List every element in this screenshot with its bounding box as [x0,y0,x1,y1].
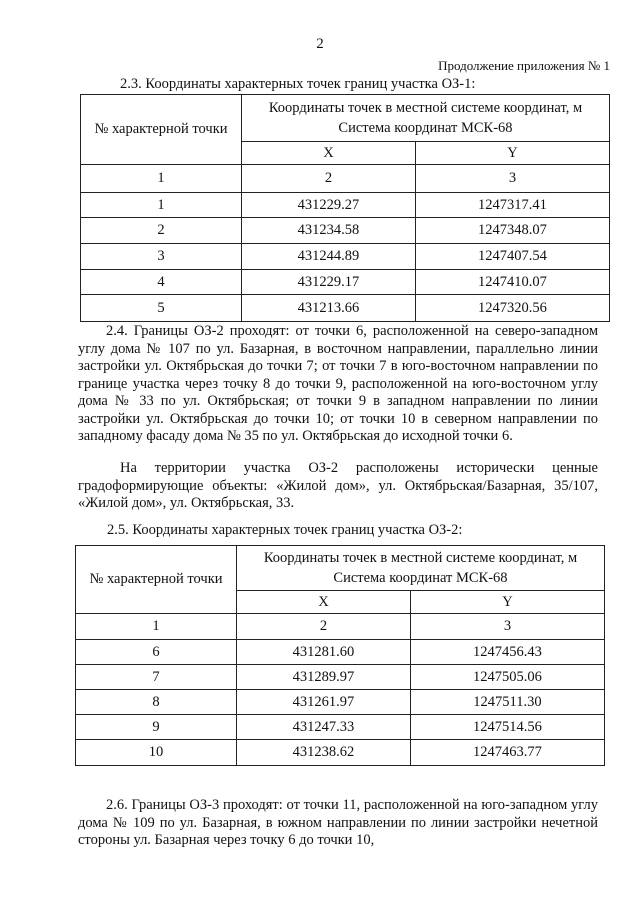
x-coordinate-cell: 431229.27 [242,193,416,218]
table-row [81,193,610,218]
index-cell: 1 [81,165,242,193]
y-coordinate-cell: 1247410.07 [415,270,609,295]
coordinates-header-line2: Система координат МСК-68 [333,570,508,586]
column-header-y: Y [415,142,609,165]
coordinates-header-line1: Координаты точек в местной системе координат, м [263,550,578,566]
x-coordinate-cell: 431247.33 [237,715,411,740]
point-number-cell: 6 [76,640,237,665]
index-cell: 1 [76,614,237,640]
coordinates-table-oz1 [80,94,610,322]
table-header-row [81,95,610,142]
y-coordinate-cell: 1247505.06 [410,665,604,690]
point-number-cell: 1 [81,193,242,218]
paragraph-historic-objects: На территории участка ОЗ-2 расположены исторически ценные градоформирующие объекты: «Жилой дом», ул. Октябрьская/Базарная, 35/107, «Жилой дом», ул. Октябрьская, 33. [78,460,598,511]
point-number-cell: 9 [76,715,237,740]
column-index-row [81,165,610,193]
column-header-x: X [242,142,416,165]
table-row [76,715,605,740]
y-coordinate-cell: 1247511.30 [410,690,604,715]
index-cell: 2 [242,165,416,193]
paragraph-2-4: 2.4. Границы ОЗ-2 проходят: от точки 6, расположенной на северо-западном углу дома № 107 по ул. Базарная, в восточном направлении, параллельно линии застройки ул. Октябрьская до точки 7; от точки 7 в юго-восточном направлении по границе участка через точку 8 до точки 9, расположенной на юго-восточном углу дома № 33 по ул. Октябрьская; от точки 9 в западном направлении по линии застройки ул. Октябрьская до точки 10; от точки 10 в северном направлении по западному фасаду дома № 35 по ул. Октябрьская до исходной точки 6. [78,323,598,444]
point-number-cell: 3 [81,244,242,270]
point-number-cell: 4 [81,270,242,295]
column-header-coordinates [237,546,605,591]
page-number: 2 [316,36,324,52]
coordinates-header-line1: Координаты точек в местной системе координат, м [268,100,583,116]
point-number-cell: 10 [76,740,237,766]
table-caption-oz1: 2.3. Координаты характерных точек границ участка ОЗ-1: [120,76,476,92]
x-coordinate-cell: 431281.60 [237,640,411,665]
paragraph-2-6: 2.6. Границы ОЗ-3 проходят: от точки 11, расположенной на юго-западном углу дома № 109 по ул. Базарная, в южном направлении по линии застройки нечетной стороны ул. Базарная через точку 6 до точки 10, [78,797,598,848]
coordinates-header-line2: Система координат МСК-68 [338,120,513,136]
table-row [81,218,610,244]
index-cell: 2 [237,614,411,640]
table-row [81,270,610,295]
appendix-continuation: Продолжение приложения № 1 [438,58,610,73]
table-row [76,665,605,690]
x-coordinate-cell: 431213.66 [242,295,416,322]
y-coordinate-cell: 1247407.54 [415,244,609,270]
point-number-cell: 8 [76,690,237,715]
y-coordinate-cell: 1247514.56 [410,715,604,740]
column-header-x: X [237,591,411,614]
y-coordinate-cell: 1247320.56 [415,295,609,322]
x-coordinate-cell: 431234.58 [242,218,416,244]
x-coordinate-cell: 431261.97 [237,690,411,715]
y-coordinate-cell: 1247317.41 [415,193,609,218]
table-row [76,740,605,766]
column-index-row [76,614,605,640]
y-coordinate-cell: 1247348.07 [415,218,609,244]
table-row [81,244,610,270]
column-header-point-number: № характерной точки [81,95,242,165]
index-cell: 3 [415,165,609,193]
table-header-row [76,546,605,591]
point-number-cell: 2 [81,218,242,244]
table-caption-oz2: 2.5. Координаты характерных точек границ участка ОЗ-2: [107,522,463,538]
y-coordinate-cell: 1247463.77 [410,740,604,766]
y-coordinate-cell: 1247456.43 [410,640,604,665]
index-cell: 3 [410,614,604,640]
x-coordinate-cell: 431238.62 [237,740,411,766]
point-number-cell: 7 [76,665,237,690]
table-row [76,640,605,665]
x-coordinate-cell: 431289.97 [237,665,411,690]
column-header-y: Y [410,591,604,614]
x-coordinate-cell: 431244.89 [242,244,416,270]
column-header-coordinates [242,95,610,142]
coordinates-table-oz2 [75,545,605,766]
column-header-point-number: № характерной точки [76,546,237,614]
point-number-cell: 5 [81,295,242,322]
table-row [81,295,610,322]
table-row [76,690,605,715]
x-coordinate-cell: 431229.17 [242,270,416,295]
